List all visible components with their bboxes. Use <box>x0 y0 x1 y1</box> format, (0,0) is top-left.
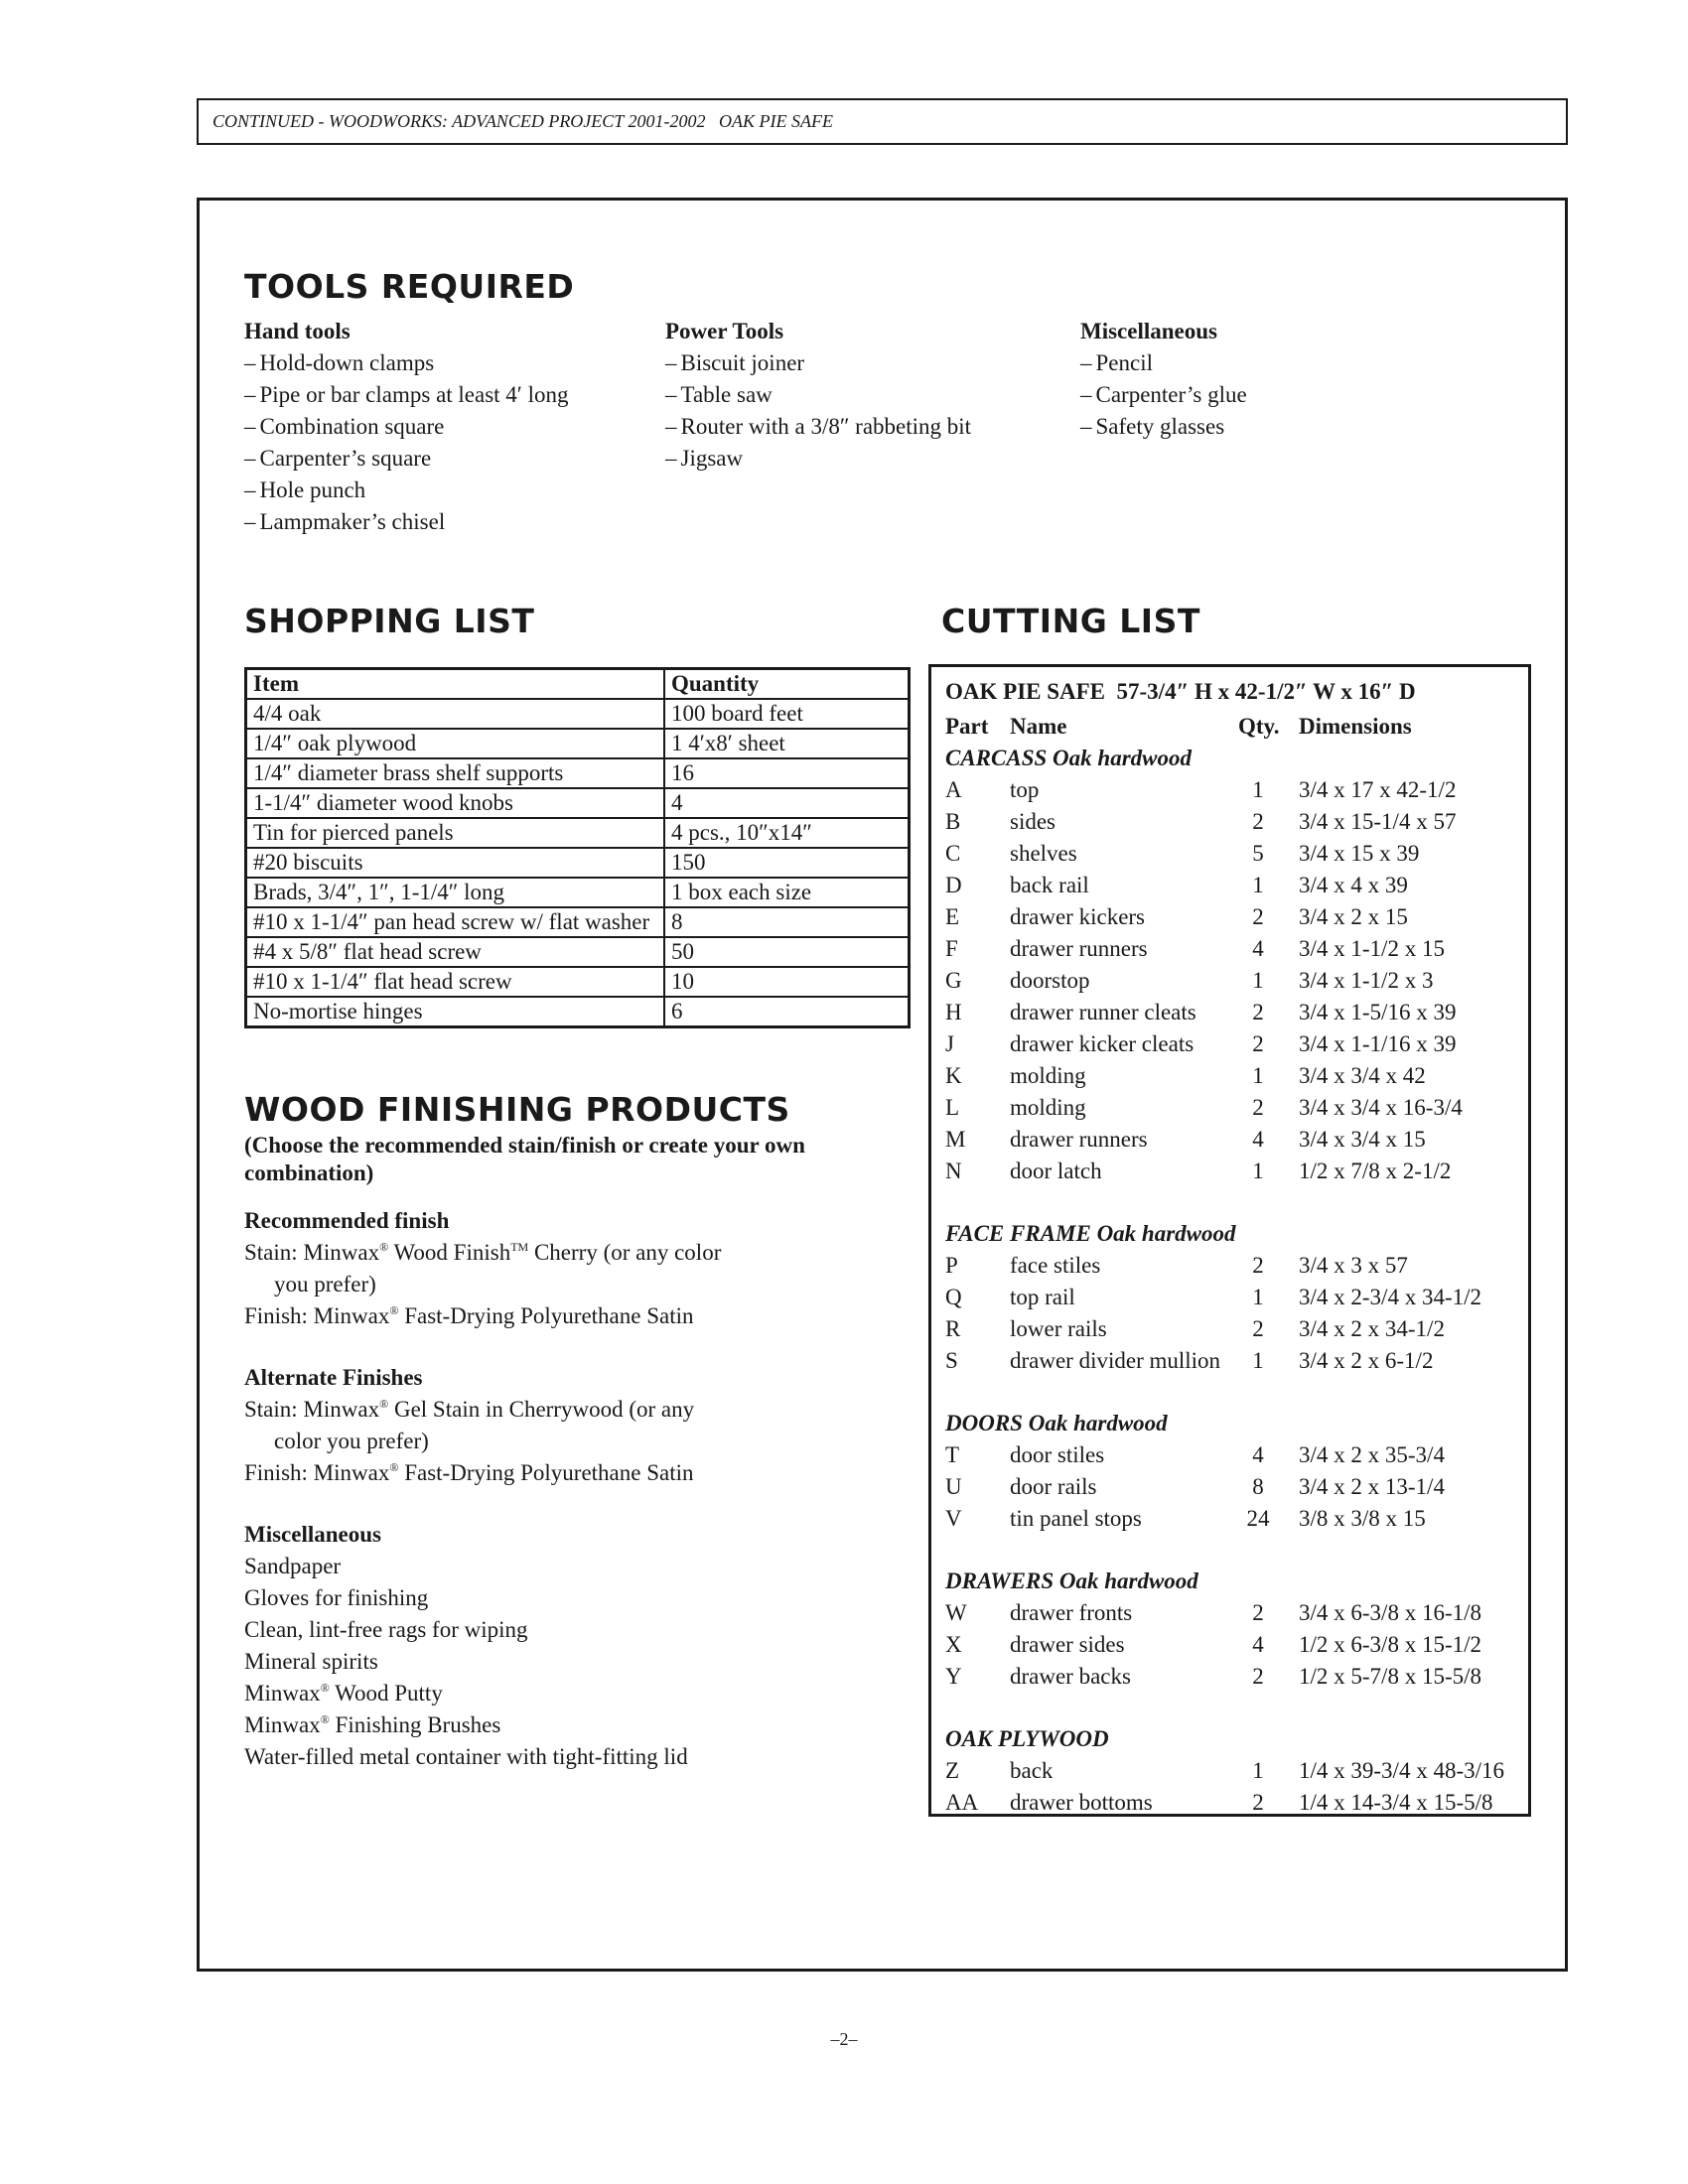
part-cell: Q <box>945 1285 962 1309</box>
dimensions-cell: 3/4 x 17 x 42-1/2 <box>1299 777 1457 802</box>
finishing-misc-block <box>244 1519 919 1773</box>
name-cell: doorstop <box>1010 968 1090 993</box>
quantity-column-header: Quantity <box>664 669 910 700</box>
part-cell: Z <box>945 1758 960 1783</box>
part-cell: H <box>945 1000 962 1024</box>
list-item-text: Safety glasses <box>1095 414 1225 439</box>
qty-cell: 2 <box>1252 1316 1264 1341</box>
part-cell: N <box>945 1159 962 1183</box>
dimensions-cell: 3/4 x 1-1/16 x 39 <box>1299 1031 1457 1056</box>
name-cell: top <box>1010 777 1040 802</box>
quantity-cell: 10 <box>664 967 910 997</box>
qty-cell: 2 <box>1252 1790 1264 1815</box>
table-row <box>945 1755 1521 1787</box>
table-row <box>246 699 910 729</box>
qty-cell: 2 <box>1252 1000 1264 1024</box>
dimensions-cell: 3/4 x 15-1/4 x 57 <box>1299 809 1457 834</box>
name-cell: drawer divider mullion <box>1010 1348 1221 1373</box>
name-cell: molding <box>1010 1095 1086 1120</box>
list-item <box>665 347 971 379</box>
item-cell: No-mortise hinges <box>246 997 665 1027</box>
name-cell: drawer fronts <box>1010 1600 1133 1625</box>
qty-cell: 5 <box>1252 841 1264 866</box>
table-row <box>945 870 1521 901</box>
dash: – <box>244 382 256 407</box>
item-cell: Tin for pierced panels <box>246 818 665 848</box>
part-cell: V <box>945 1506 962 1531</box>
item-cell: #10 x 1-1/4″ flat head screw <box>246 967 665 997</box>
table-row <box>246 758 910 788</box>
quantity-cell: 50 <box>664 937 910 967</box>
table-row <box>246 967 910 997</box>
item-cell: #10 x 1-1/4″ pan head screw w/ flat washer <box>246 907 665 937</box>
list-item-text: Biscuit joiner <box>680 350 805 375</box>
table-row <box>945 1282 1521 1313</box>
table-row <box>945 1471 1521 1503</box>
dimensions-cell: 1/4 x 14-3/4 x 15-5/8 <box>1299 1790 1493 1815</box>
part-cell: P <box>945 1253 958 1278</box>
list-item <box>244 347 568 379</box>
qty-cell: 1 <box>1252 968 1264 993</box>
table-row <box>246 878 910 907</box>
alternate-finish-line: Finish: Minwax® Fast-Drying Polyurethane Satin <box>244 1460 694 1485</box>
power-tools-list <box>665 347 971 475</box>
part-cell: K <box>945 1063 962 1088</box>
qty-cell: 4 <box>1252 1442 1264 1467</box>
dimensions-cell: 3/4 x 3/4 x 42 <box>1299 1063 1426 1088</box>
name-cell: lower rails <box>1010 1316 1107 1341</box>
dash: – <box>244 509 256 534</box>
name-cell: shelves <box>1010 841 1077 866</box>
dimensions-cell: 3/4 x 4 x 39 <box>1299 873 1408 897</box>
dimensions-cell: 3/4 x 2-3/4 x 34-1/2 <box>1299 1285 1481 1309</box>
running-header-text: CONTINUED - WOODWORKS: ADVANCED PROJECT 2001-2002 OAK PIE SAFE <box>212 111 833 131</box>
table-row <box>945 1597 1521 1629</box>
part-cell: A <box>945 777 962 802</box>
dash: – <box>1080 382 1092 407</box>
name-cell: sides <box>1010 809 1055 834</box>
section-gap <box>945 1187 1521 1218</box>
section-title: DRAWERS Oak hardwood <box>945 1569 1198 1593</box>
name-cell: back <box>1010 1758 1054 1783</box>
shopping-heading: SHOPPING LIST <box>244 602 535 640</box>
recommended-finish-line: Finish: Minwax® Fast-Drying Polyurethane Satin <box>244 1303 694 1328</box>
item-cell: #4 x 5/8″ flat head screw <box>246 937 665 967</box>
table-row <box>945 1124 1521 1156</box>
table-row <box>246 937 910 967</box>
qty-cell: 2 <box>1252 1095 1264 1120</box>
list-item <box>244 411 568 443</box>
dash: – <box>1080 350 1092 375</box>
qty-cell: 2 <box>1252 1664 1264 1689</box>
item-column-header: Item <box>246 669 665 700</box>
quantity-cell: 150 <box>664 848 910 878</box>
list-item <box>244 443 568 475</box>
list-item: Water-filled metal container with tight-fitting lid <box>244 1744 688 1769</box>
part-cell: E <box>945 904 960 929</box>
power-tools-title: Power Tools <box>665 319 784 343</box>
qty-cell: 2 <box>1252 1600 1264 1625</box>
alternate-finish-block <box>244 1362 919 1489</box>
name-cell: drawer bottoms <box>1010 1790 1153 1815</box>
table-row <box>945 838 1521 870</box>
part-cell: Y <box>945 1664 962 1689</box>
recommended-finish-block <box>244 1205 919 1332</box>
item-cell: Brads, 3/4″, 1″, 1-1/4″ long <box>246 878 665 907</box>
part-cell: R <box>945 1316 961 1341</box>
name-cell: back rail <box>1010 873 1089 897</box>
dimensions-cell: 3/4 x 1-5/16 x 39 <box>1299 1000 1457 1024</box>
qty-cell: 2 <box>1252 904 1264 929</box>
list-item <box>244 475 568 506</box>
quantity-cell: 100 board feet <box>664 699 910 729</box>
recommended-finish-title: Recommended finish <box>244 1208 450 1233</box>
list-item <box>1080 411 1247 443</box>
dimensions-cell: 1/4 x 39-3/4 x 48-3/16 <box>1299 1758 1504 1783</box>
alternate-stain-line: Stain: Minwax® Gel Stain in Cherrywood (or any <box>244 1397 695 1422</box>
part-cell: L <box>945 1095 960 1120</box>
qty-cell: 4 <box>1252 1632 1264 1657</box>
dimensions-cell: 3/4 x 2 x 6-1/2 <box>1299 1348 1434 1373</box>
list-item: Mineral spirits <box>244 1649 378 1674</box>
dash: – <box>665 350 677 375</box>
quantity-cell: 1 4′x8′ sheet <box>664 729 910 758</box>
running-header <box>197 98 1568 145</box>
list-item: Sandpaper <box>244 1554 342 1578</box>
list-item-text: Combination square <box>259 414 445 439</box>
dimensions-cell: 1/2 x 5-7/8 x 15-5/8 <box>1299 1664 1481 1689</box>
name-column-header: Name <box>1010 714 1067 739</box>
dimensions-cell: 3/4 x 2 x 34-1/2 <box>1299 1316 1445 1341</box>
list-item: Minwax® Finishing Brushes <box>244 1712 501 1737</box>
item-cell: 1-1/4″ diameter wood knobs <box>246 788 665 818</box>
hand-tools-title: Hand tools <box>244 319 351 343</box>
table-row <box>945 806 1521 838</box>
part-cell: T <box>945 1442 960 1467</box>
list-item-text: Hole punch <box>259 478 366 502</box>
dimensions-cell: 3/4 x 3/4 x 16-3/4 <box>1299 1095 1463 1120</box>
name-cell: drawer runners <box>1010 936 1148 961</box>
name-cell: door stiles <box>1010 1442 1105 1467</box>
dimensions-cell: 3/8 x 3/8 x 15 <box>1299 1506 1426 1531</box>
list-item-text: Hold-down clamps <box>259 350 435 375</box>
name-cell: drawer kicker cleats <box>1010 1031 1195 1056</box>
table-row <box>246 729 910 758</box>
table-row <box>246 848 910 878</box>
alternate-stain-continued: color you prefer) <box>274 1429 429 1453</box>
dimensions-cell: 3/4 x 15 x 39 <box>1299 841 1420 866</box>
qty-cell: 8 <box>1252 1474 1264 1499</box>
table-row <box>945 1661 1521 1693</box>
dimensions-cell: 3/4 x 1-1/2 x 15 <box>1299 936 1445 961</box>
table-row <box>945 901 1521 933</box>
quantity-cell: 6 <box>664 997 910 1027</box>
list-item: Gloves for finishing <box>244 1585 429 1610</box>
dash: – <box>665 414 677 439</box>
dash: – <box>665 446 677 471</box>
dimensions-cell: 3/4 x 2 x 13-1/4 <box>1299 1474 1445 1499</box>
table-row <box>945 1503 1521 1535</box>
hand-tools-list <box>244 347 568 538</box>
section-gap <box>945 1535 1521 1566</box>
name-cell: drawer backs <box>1010 1664 1131 1689</box>
section-title: OAK PLYWOOD <box>945 1726 1109 1751</box>
part-cell: U <box>945 1474 962 1499</box>
qty-cell: 4 <box>1252 936 1264 961</box>
name-cell: drawer runners <box>1010 1127 1148 1152</box>
misc-tools-title: Miscellaneous <box>1080 319 1217 343</box>
item-cell: 1/4″ diameter brass shelf supports <box>246 758 665 788</box>
part-cell: AA <box>945 1790 979 1815</box>
quantity-cell: 4 pcs., 10″x14″ <box>664 818 910 848</box>
part-cell: D <box>945 873 962 897</box>
qty-cell: 1 <box>1252 1348 1264 1373</box>
table-row <box>945 997 1521 1028</box>
list-item: Minwax® Wood Putty <box>244 1681 443 1706</box>
dimensions-column-header: Dimensions <box>1299 714 1412 739</box>
qty-column-header: Qty. <box>1238 714 1280 739</box>
list-item <box>244 379 568 411</box>
qty-cell: 2 <box>1252 809 1264 834</box>
dash: – <box>244 350 256 375</box>
misc-tools-list <box>1080 347 1247 443</box>
list-item <box>665 379 971 411</box>
section-gap <box>945 1377 1521 1408</box>
table-row <box>945 774 1521 806</box>
table-row <box>945 1060 1521 1092</box>
part-cell: J <box>945 1031 954 1056</box>
qty-cell: 4 <box>1252 1127 1264 1152</box>
table-row <box>945 933 1521 965</box>
table-row <box>945 1028 1521 1060</box>
item-cell: 1/4″ oak plywood <box>246 729 665 758</box>
table-row <box>246 997 910 1027</box>
alternate-finish-title: Alternate Finishes <box>244 1365 423 1390</box>
qty-cell: 1 <box>1252 1159 1264 1183</box>
shopping-table <box>244 667 911 1028</box>
table-row <box>945 1345 1521 1377</box>
part-cell: S <box>945 1348 958 1373</box>
dimensions-cell: 3/4 x 3/4 x 15 <box>1299 1127 1426 1152</box>
qty-cell: 1 <box>1252 1285 1264 1309</box>
list-item <box>665 443 971 475</box>
qty-cell: 1 <box>1252 1063 1264 1088</box>
name-cell: face stiles <box>1010 1253 1101 1278</box>
finishing-subtitle: (Choose the recommended stain/finish or create your own combination) <box>244 1133 805 1185</box>
part-cell: W <box>945 1600 967 1625</box>
dimensions-cell: 1/2 x 6-3/8 x 15-1/2 <box>1299 1632 1481 1657</box>
name-cell: drawer runner cleats <box>1010 1000 1196 1024</box>
quantity-cell: 8 <box>664 907 910 937</box>
page-number: –2– <box>830 2029 858 2049</box>
dimensions-cell: 3/4 x 1-1/2 x 3 <box>1299 968 1434 993</box>
dash: – <box>1080 414 1092 439</box>
table-row <box>945 1439 1521 1471</box>
dash: – <box>244 478 256 502</box>
list-item <box>1080 379 1247 411</box>
section-title: FACE FRAME Oak hardwood <box>945 1221 1236 1246</box>
misc-tools-column <box>1080 316 1247 443</box>
name-cell: door latch <box>1010 1159 1102 1183</box>
list-item-text: Jigsaw <box>680 446 744 471</box>
qty-cell: 1 <box>1252 873 1264 897</box>
item-cell: #20 biscuits <box>246 848 665 878</box>
list-item-text: Pipe or bar clamps at least 4′ long <box>259 382 569 407</box>
section-title: DOORS Oak hardwood <box>945 1411 1168 1435</box>
dash: – <box>244 414 256 439</box>
recommended-stain-line: Stain: Minwax® Wood Finish™ Cherry (or any color <box>244 1240 722 1265</box>
part-cell: X <box>945 1632 962 1657</box>
section-title: CARCASS Oak hardwood <box>945 746 1192 770</box>
qty-cell: 1 <box>1252 1758 1264 1783</box>
part-cell: F <box>945 936 958 961</box>
table-row <box>945 965 1521 997</box>
list-item-text: Router with a 3/8″ rabbeting bit <box>680 414 972 439</box>
quantity-cell: 4 <box>664 788 910 818</box>
table-row <box>246 907 910 937</box>
finishing-heading: WOOD FINISHING PRODUCTS <box>244 1090 790 1129</box>
dash: – <box>665 382 677 407</box>
table-row <box>945 1250 1521 1282</box>
recommended-stain-continued: you prefer) <box>274 1272 376 1297</box>
quantity-cell: 1 box each size <box>664 878 910 907</box>
list-item-text: Carpenter’s glue <box>1095 382 1247 407</box>
finishing-misc-list <box>244 1551 919 1678</box>
name-cell: top rail <box>1010 1285 1075 1309</box>
list-item-text: Lampmaker’s chisel <box>259 509 446 534</box>
table-row <box>945 1787 1521 1819</box>
name-cell: drawer kickers <box>1010 904 1146 929</box>
name-cell: tin panel stops <box>1010 1506 1142 1531</box>
cutting-heading: CUTTING LIST <box>941 602 1200 640</box>
list-item <box>1080 347 1247 379</box>
table-row <box>945 1313 1521 1345</box>
item-cell: 4/4 oak <box>246 699 665 729</box>
list-item-text: Table saw <box>680 382 773 407</box>
name-cell: molding <box>1010 1063 1086 1088</box>
dimensions-cell: 3/4 x 3 x 57 <box>1299 1253 1408 1278</box>
table-header-row <box>246 669 910 700</box>
cutting-list-header <box>945 711 1511 743</box>
dimensions-cell: 3/4 x 6-3/8 x 16-1/8 <box>1299 1600 1481 1625</box>
part-column-header: Part <box>945 714 989 739</box>
qty-cell: 2 <box>1252 1031 1264 1056</box>
table-row <box>945 1629 1521 1661</box>
part-cell: C <box>945 841 961 866</box>
cutting-list-box <box>928 664 1531 1817</box>
table-row <box>246 818 910 848</box>
qty-cell: 1 <box>1252 777 1264 802</box>
name-cell: door rails <box>1010 1474 1097 1499</box>
finishing-misc-title: Miscellaneous <box>244 1522 381 1547</box>
cutting-list-title: OAK PIE SAFE 57-3/4″ H x 42-1/2″ W x 16″ D <box>945 679 1416 704</box>
table-row <box>945 1092 1521 1124</box>
table-row <box>945 1156 1521 1187</box>
part-cell: G <box>945 968 962 993</box>
dimensions-cell: 1/2 x 7/8 x 2-1/2 <box>1299 1159 1452 1183</box>
dash: – <box>244 446 256 471</box>
part-cell: M <box>945 1127 966 1152</box>
quantity-cell: 16 <box>664 758 910 788</box>
list-item <box>665 411 971 443</box>
table-row <box>246 788 910 818</box>
list-item-text: Pencil <box>1095 350 1153 375</box>
qty-cell: 24 <box>1246 1506 1270 1531</box>
list-item: Clean, lint-free rags for wiping <box>244 1617 528 1642</box>
list-item <box>244 506 568 538</box>
dimensions-cell: 3/4 x 2 x 15 <box>1299 904 1408 929</box>
cutting-list-rows <box>945 743 1521 1819</box>
section-gap <box>945 1693 1521 1723</box>
name-cell: drawer sides <box>1010 1632 1125 1657</box>
part-cell: B <box>945 809 961 834</box>
hand-tools-column <box>244 316 568 538</box>
dimensions-cell: 3/4 x 2 x 35-3/4 <box>1299 1442 1445 1467</box>
tools-heading: TOOLS REQUIRED <box>244 267 575 306</box>
list-item-text: Carpenter’s square <box>259 446 432 471</box>
power-tools-column <box>665 316 971 475</box>
qty-cell: 2 <box>1252 1253 1264 1278</box>
